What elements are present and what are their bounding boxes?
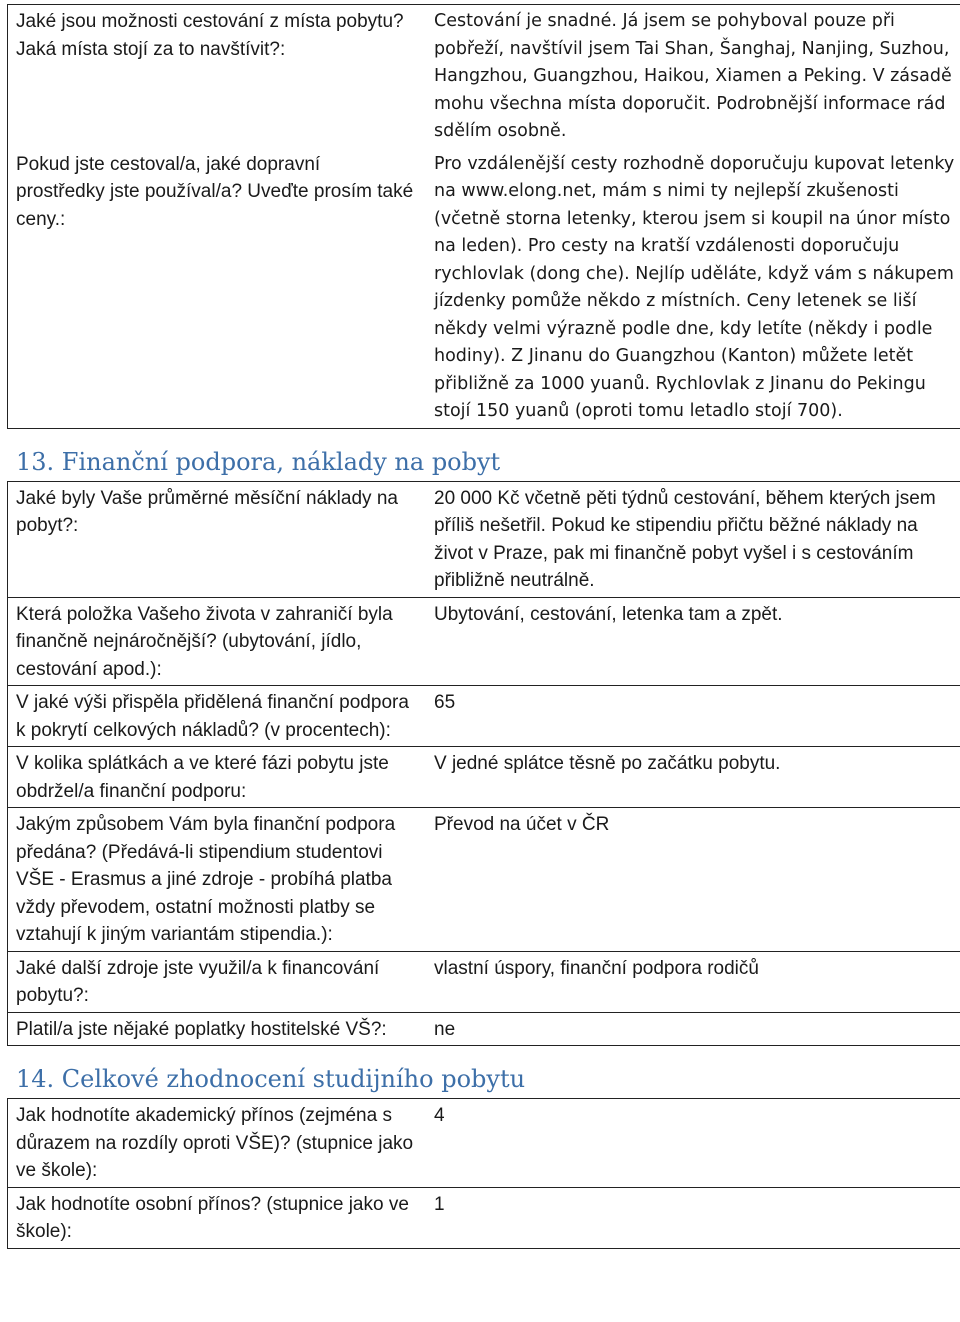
question-cell: Jaké byly Vaše průměrné měsíční náklady na pobyt?: bbox=[8, 481, 423, 597]
table-row bbox=[8, 148, 960, 429]
section-heading: 13. Finanční podpora, náklady na pobyt bbox=[16, 447, 501, 476]
table-row bbox=[8, 597, 960, 686]
table-row bbox=[8, 747, 960, 808]
answer-cell: V jedné splátce těsně po začátku pobytu. bbox=[422, 747, 960, 808]
answer-cell: 20 000 Kč včetně pěti týdnů cestování, během kterých jsem příliš nešetřil. Pokud ke stipendiu přičtu běžné náklady na život v Praze, pak mi finančně pobyt vyšel i s cestováním přibližně neutrálně. bbox=[422, 481, 960, 597]
table-row bbox=[8, 686, 960, 747]
section-heading: 14. Celkové zhodnocení studijního pobytu bbox=[16, 1065, 526, 1093]
table-row bbox=[8, 1099, 960, 1188]
table-row bbox=[8, 808, 960, 952]
question-cell: Jaké jsou možnosti cestování z místa pobytu? Jaká místa stojí za to navštívit?: bbox=[8, 5, 423, 148]
table-row bbox=[8, 1187, 960, 1248]
question-cell: V kolika splátkách a ve které fázi pobytu jste obdržel/a finanční podporu: bbox=[8, 747, 423, 808]
answer-cell: 4 bbox=[422, 1099, 960, 1188]
table-row bbox=[8, 951, 960, 1012]
answer-cell: Ubytování, cestování, letenka tam a zpět. bbox=[422, 597, 960, 686]
table-row bbox=[8, 5, 960, 148]
answer-cell: Cestování je snadné. Já jsem se pohyboval pouze při pobřeží, navštívil jsem Tai Shan, Šanghaj, Nanjing, Suzhou, Hangzhou, Guangzhou, Haikou, Xiamen a Peking. V zásadě mohu všechna místa doporučit. Podrobnější informace rád sdělím osobně. bbox=[422, 5, 960, 148]
question-cell: Platil/a jste nějaké poplatky hostitelské VŠ?: bbox=[8, 1012, 423, 1046]
answer-cell: 65 bbox=[422, 686, 960, 747]
answer-cell: Pro vzdálenější cesty rozhodně doporučuju kupovat letenky na www.elong.net, mám s nimi ty nejlepší zkušenosti (včetně storna letenky, kterou jsem si koupil na únor místo na leden). Pro cesty na kratší vzdálenosti doporučuju rychlovlak (dong che). Nejlíp uděláte, když vám s nákupem jízdenky pomůže někdo z místních. Ceny letenek se liší někdy velmi výrazně podle dne, kdy letíte (někdy i podle hodiny). Z Jinanu do Guangzhou (Kanton) můžete letět přibližně za 1000 yuanů. Rychlovlak z Jinanu do Pekingu stojí 150 yuanů (oproti tomu letadlo stojí 700). bbox=[422, 148, 960, 429]
question-cell: Jak hodnotíte akademický přínos (zejména s důrazem na rozdíly oproti VŠE)? (stupnice jako ve škole): bbox=[8, 1099, 423, 1188]
answer-cell: vlastní úspory, finanční podpora rodičů bbox=[422, 951, 960, 1012]
answer-cell: ne bbox=[422, 1012, 960, 1046]
travel-table bbox=[7, 4, 960, 429]
question-cell: Jakým způsobem Vám byla finanční podpora předána? (Předává-li stipendium studentovi VŠE - Erasmus a jiné zdroje - probíhá platba vždy převodem, ostatní možnosti platby se vztahují k jiným variantám stipendia.): bbox=[8, 808, 423, 952]
table-row bbox=[8, 1012, 960, 1046]
table-row bbox=[8, 481, 960, 597]
question-cell: Která položka Vašeho života v zahraničí byla finančně nejnáročnější? (ubytování, jídlo, cestování apod.): bbox=[8, 597, 423, 686]
finance-table bbox=[7, 481, 960, 1047]
answer-cell: Převod na účet v ČR bbox=[422, 808, 960, 952]
question-cell: Jaké další zdroje jste využil/a k financování pobytu?: bbox=[8, 951, 423, 1012]
evaluation-table bbox=[7, 1098, 960, 1249]
question-cell: Pokud jste cestoval/a, jaké dopravní prostředky jste používal/a? Uveďte prosím také ceny.: bbox=[8, 148, 423, 429]
question-cell: V jaké výši přispěla přidělená finanční podpora k pokrytí celkových nákladů? (v procentech): bbox=[8, 686, 423, 747]
answer-cell: 1 bbox=[422, 1187, 960, 1248]
question-cell: Jak hodnotíte osobní přínos? (stupnice jako ve škole): bbox=[8, 1187, 423, 1248]
document-page bbox=[7, 4, 957, 1249]
